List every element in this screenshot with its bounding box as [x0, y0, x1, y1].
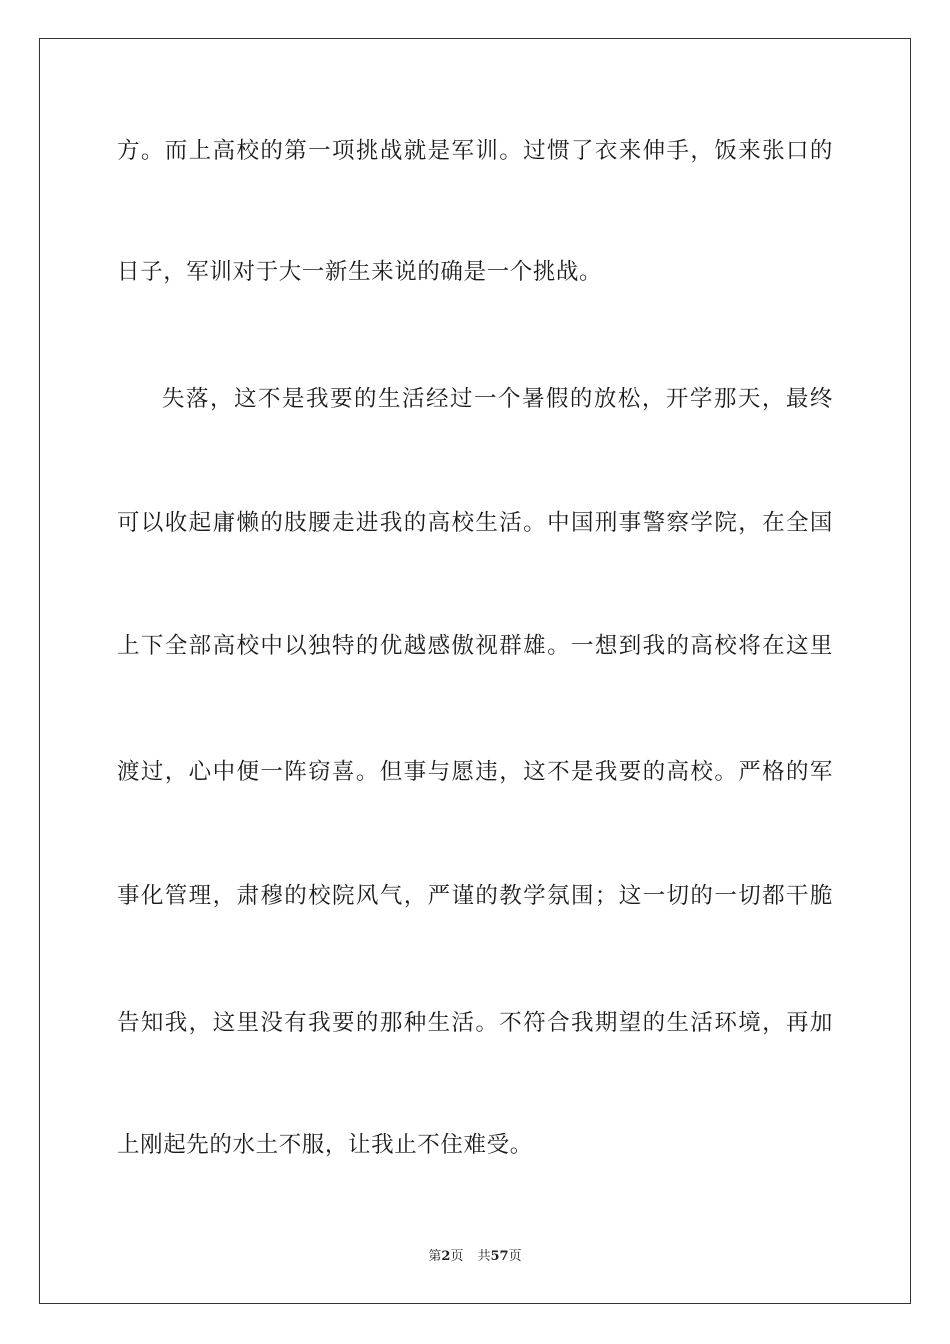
- text-line-3-paragraph-start: 失落，这不是我要的生活经过一个暑假的放松，开学那天，最终: [162, 386, 833, 412]
- page-prefix: 第: [428, 1249, 442, 1264]
- page-number: 2: [441, 1249, 451, 1264]
- page-footer: [0, 1248, 950, 1266]
- text-line-4: 可以收起庸懒的肢腰走进我的高校生活。中国刑事警察学院，在全国: [117, 510, 833, 536]
- total-prefix: 共: [477, 1249, 491, 1264]
- text-line-6: 渡过，心中便一阵窃喜。但事与愿违，这不是我要的高校。严格的军: [117, 759, 833, 785]
- text-line-7: 事化管理，肃穆的校院风气，严谨的教学氛围；这一切的一切都干脆: [117, 883, 833, 909]
- total-suffix: 页: [508, 1249, 522, 1264]
- total-pages: 57: [490, 1249, 509, 1264]
- page-border: [39, 38, 911, 1304]
- text-line-5: 上下全部高校中以独特的优越感傲视群雄。一想到我的高校将在这里: [117, 633, 833, 659]
- text-line-2: 日子，军训对于大一新生来说的确是一个挑战。: [117, 259, 603, 285]
- text-line-9: 上刚起先的水土不服，让我止不住难受。: [117, 1132, 533, 1158]
- text-line-8: 告知我，这里没有我要的那种生活。不符合我期望的生活环境，再加: [117, 1010, 833, 1036]
- page-suffix: 页: [450, 1249, 464, 1264]
- text-line-1: 方。而上高校的第一项挑战就是军训。过惯了衣来伸手，饭来张口的: [117, 138, 833, 164]
